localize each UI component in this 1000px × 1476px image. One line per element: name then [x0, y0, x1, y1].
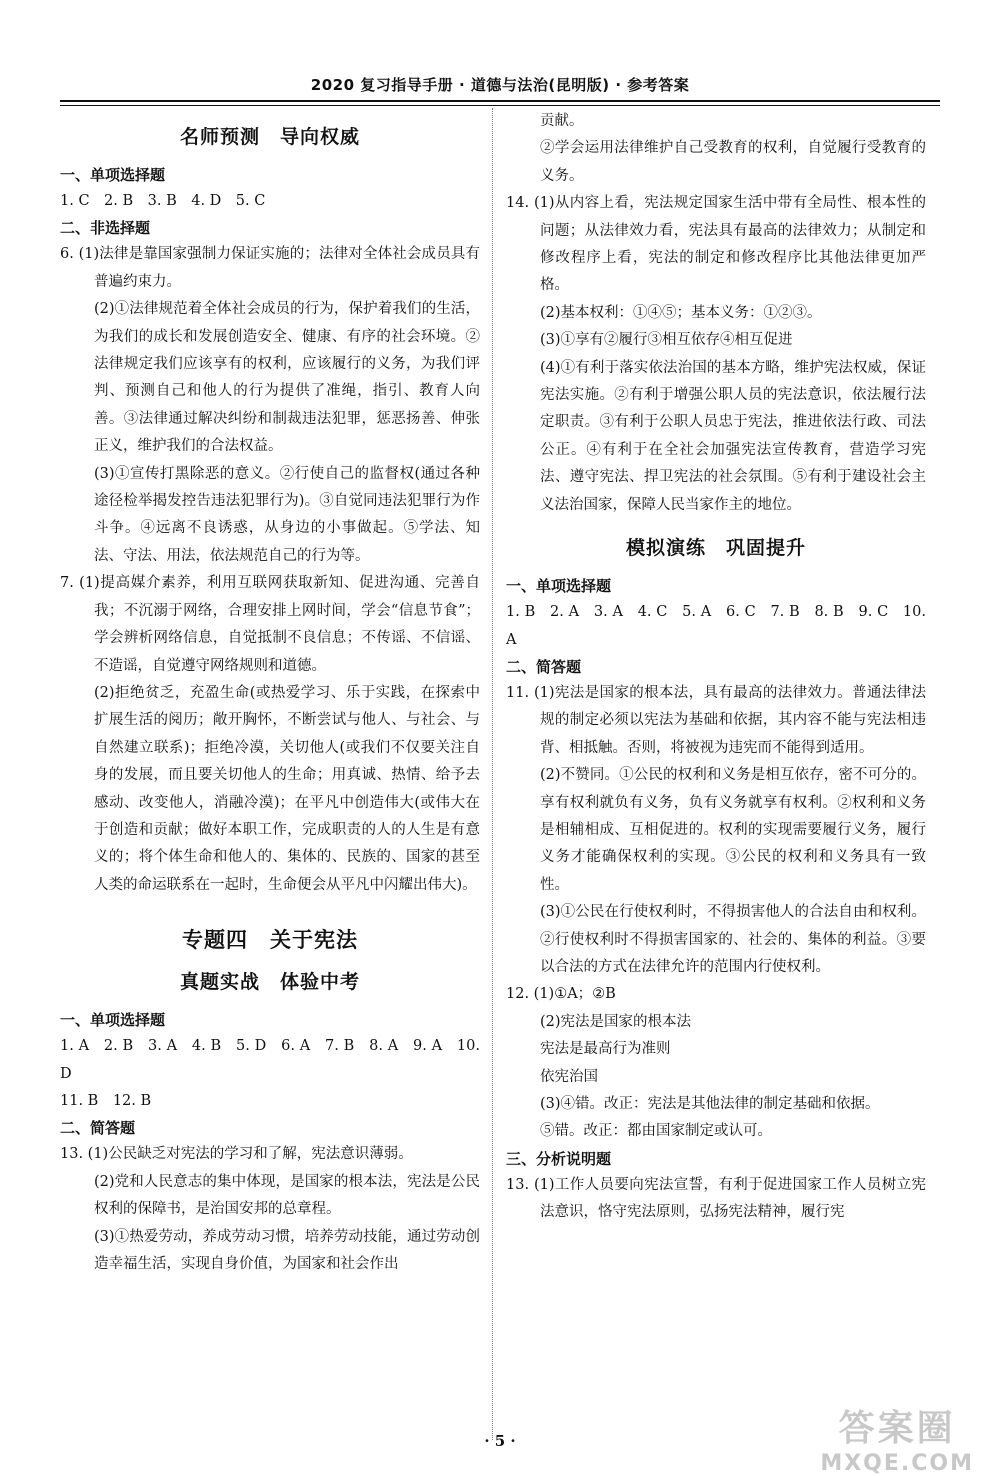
answer-7-1: 7. (1)提高媒介素养，利用互联网获取新知、促进沟通、完善自我；不沉溺于网络，合理安排上网时间，学会“信息节食”；学会辨析网络信息，自觉抵制不良信息；不传谣、不信谣、不造谣，自觉遵守网络规则和道德。: [60, 575, 480, 674]
answer-14-2: (2)基本权利：①④⑤；基本义务：①②③。: [540, 304, 822, 321]
answer-12-3: 宪法是最高行为准则: [540, 1041, 671, 1058]
answer-14-1: 14. (1)从内容上看，宪法规定国家生活中带有全局性、根本性的问题；从法律效力看，宪法具有最高的法律效力；从制定和修改程序上看，宪法的制定和修改程序比其他法律更加严格。: [506, 195, 926, 294]
subheading-analysis: 三、分析说明题: [506, 1149, 612, 1168]
subheading-short-answer-2: 二、简答题: [506, 657, 582, 676]
subheading-single-choice: 一、单项选择题: [60, 166, 166, 184]
subheading-non-choice: 二、非选择题: [60, 219, 151, 238]
subheading-single-choice-3: 一、单项选择题: [506, 577, 612, 596]
watermark-text-top: 答案圈: [838, 1408, 956, 1449]
answers-single-choice-2a: 1. A 2. B 3. A 4. B 5. D 6. A 7. B 8. A 9. A 10. D: [60, 1038, 480, 1082]
subheading-short-answer: 二、简答题: [60, 1119, 136, 1138]
answers-single-choice-2b: 11. B 12. B: [60, 1092, 152, 1109]
section-title-simulation: 模拟演练 巩固提升: [625, 537, 806, 560]
column-divider: [492, 108, 493, 1440]
answer-11-1: 11. (1)宪法是国家的根本法，具有最高的法律效力。普通法律法规的制定必须以宪法为基础和依据，其内容不能与宪法相违背、相抵触。否则，将被视为违宪而不能得到适用。: [506, 684, 926, 756]
answer-11-3: (3)①公民在行使权利时，不得损害他人的合法自由和权利。②行使权利时不得损害国家的、社会的、集体的利益。③要以合法的方式在法律允许的范围内行使权利。: [540, 904, 926, 975]
answer-12-1: 12. (1)①A；②B: [506, 986, 616, 1003]
answer-14-3: (3)①享有②履行③相互依存④相互促进: [540, 332, 793, 349]
answer-13-3-part2: ②学会运用法律维护自己受教育的权利，自觉履行受教育的义务。: [540, 140, 926, 184]
answers-single-choice-3: 1. B 2. A 3. A 4. C 5. A 6. C 7. B 8. B 9. C 10. A: [506, 604, 926, 648]
answer-13-1: 13. (1)公民缺乏对宪法的学习和了解，宪法意识薄弱。: [60, 1146, 413, 1163]
answers-single-choice: 1. C 2. B 3. B 4. D 5. C: [60, 193, 266, 209]
section-title-forecast: 名师预测 导向权威: [179, 126, 360, 148]
subheading-single-choice-2: 一、单项选择题: [60, 1011, 166, 1030]
right-column: [506, 108, 926, 1227]
page-header: 2020 复习指导手册 · 道德与法治(昆明版) · 参考答案: [310, 76, 690, 94]
answer-7-2: (2)拒绝贫乏，充盈生命(或热爱学习、乐于实践，在探索中扩展生活的阅历；敞开胸怀，不断尝试与他人、与社会、与自然建立联系)；拒绝冷漠，关切他人(或我们不仅要关注自身的发展，而且要关切他人的生命；用真诚、热情、给予去感动、改变他人，消融冷漠)；在平凡中创造伟大(或伟大在于创造和贡献；做好本职工作，完成职责的人的人生是有意义的；将个体生命和他人的、集体的、民族的、国家的甚至人类的命运联系在一起时，生命便会从平凡中闪耀出伟大)。: [94, 684, 480, 893]
answer-13-2: (2)党和人民意志的集中体现，是国家的根本法，宪法是公民权利的保障书，是治国安邦的总章程。: [94, 1173, 480, 1218]
answer-12-2: (2)宪法是国家的根本法: [540, 1013, 692, 1030]
answer-13-3: (3)①热爱劳动，养成劳动习惯，培养劳动技能，通过劳动创造幸福生活，实现自身价值，为国家和社会作出: [94, 1228, 480, 1272]
watermark-text-bottom: MXQE.COM: [820, 1451, 974, 1476]
answer-12-4: 依宪治国: [540, 1068, 598, 1085]
answer-11-2: (2)不赞同。①公民的权利和义务是相互依存，密不可分的。享有权利就负有义务，负有义务就享有权利。②权利和义务是相辅相成、互相促进的。权利的实现需要履行义务，履行义务才能确保权利的实现。③公民的权利和义务具有一致性。: [540, 767, 926, 893]
answer-6-2: (2)①法律规范着全体社会成员的行为，保护着我们的生活，为我们的成长和发展创造安全、健康、有序的社会环境。②法律规定我们应该享有的权利，应该履行的义务，为我们评判、预测自己和他人的行为提供了准绳，指引、教育人向善。③法律通过解决纠纷和制裁违法犯罪，惩恶扬善、伸张正义，维护我们的合法权益。: [94, 301, 480, 455]
section-title-real-exam: 真题实战 体验中考: [179, 971, 360, 994]
answer-6-3: (3)①宣传打黑除恶的意义。②行使自己的监督权(通过各种途径检举揭发控告违法犯罪行为)。③自觉同违法犯罪行为作斗争。④远离不良诱惑，从身边的小事做起。⑤学法、知法、守法、用法，依法规范自己的行为等。: [94, 465, 480, 564]
answer-12-5: (3)④错。改正：宪法是其他法律的制定基础和依据。: [540, 1096, 880, 1112]
answer-14-4: (4)①有利于落实依法治国的基本方略，维护宪法权威，保证宪法实施。②有利于增强公职人员的宪法意识，依法履行法定职责。③有利于公职人员忠于宪法，推进依法行政、司法公正。④有利于在全社会加强宪法宣传教育，营造学习宪法、遵守宪法、捍卫宪法的社会氛围。⑤有利于建设社会主义法治国家，保障人民当家作主的地位。: [540, 359, 926, 513]
answer-6-1: 6. (1)法律是靠国家强制力保证实施的；法律对全体社会成员具有普遍约束力。: [60, 246, 480, 290]
left-column: [60, 108, 480, 1278]
watermark-logo: [820, 1400, 974, 1476]
section-title-topic4: 专题四 关于宪法: [182, 928, 358, 953]
answer-13-3-continued: 贡献。: [540, 113, 584, 129]
header-rule: [60, 100, 940, 106]
answer-12-6: ⑤错。改正：都由国家制定或认可。: [540, 1123, 772, 1140]
page-number: · 5 ·: [484, 1432, 516, 1450]
answer-13-analysis: 13. (1)工作人员要向宪法宣誓，有利于促进国家工作人员树立宪法意识，恪守宪法原则，弘扬宪法精神，履行宪: [506, 1176, 926, 1221]
